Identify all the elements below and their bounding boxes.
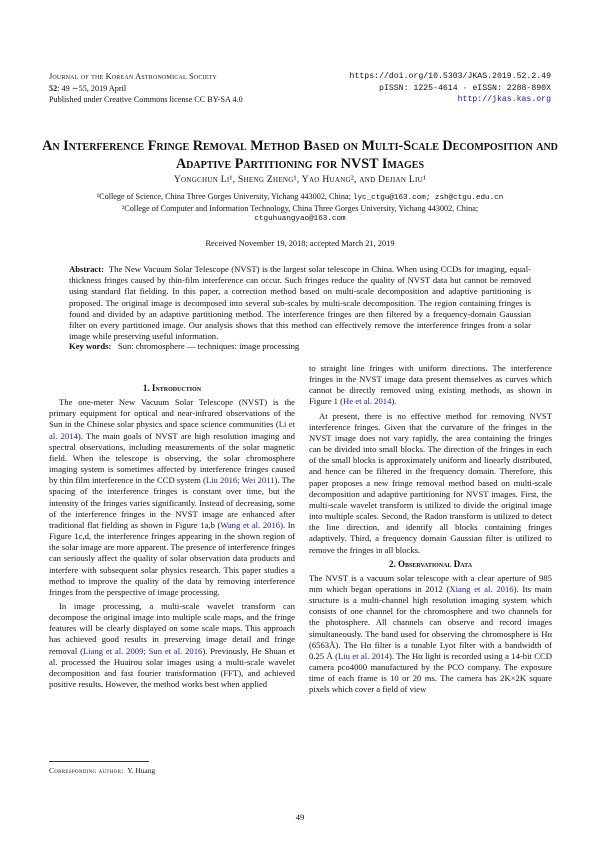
citation-link[interactable]: Liu 2016; Wei 2011 [205, 475, 275, 486]
intro-paragraph-2-continued: to straight line fringes with uniform directions. The interference fringes in the NVST image data present themselves as curves which cannot be directly removed using existing methods, as shown in Figure 1 (He et al. 2014). [309, 363, 552, 407]
abstract [69, 264, 531, 342]
section-heading-introduction: 1. Introduction [142, 383, 202, 393]
affiliation-1 [60, 192, 540, 204]
data-paragraph-1: The NVST is a vacuum solar telescope with a clear aperture of 985 mm which began operations in 2012 (Xiang et al. 2016). Its main structure is a multi-channel high resolution imaging system which consists of one channel for the chromosphere and two channels for the photosphere. All channels can observe and record images simultaneously. The band used for observing the chromosphere is Hα (6563Å). The Hα filter is a tunable Lyot filter with a bandwidth of 0.25 Å (Liu et al. 2014). The Hα light is recorded using a 14-bit CCD camera pco4000 manufactured by the PCO company. The exposure time of each frame is 10 or 20 ms. The camera has 2K×2K square pixels which cover a field of view [309, 572, 552, 695]
keywords [69, 341, 531, 351]
journal-name: Journal of the Korean Astronomical Society [49, 72, 218, 81]
keywords-text: Sun: chromosphere — techniques: image processing [117, 341, 300, 351]
affiliations [60, 192, 540, 225]
citation-link[interactable]: Xiang et al. 2016 [449, 583, 514, 594]
volume-number: 52 [49, 83, 58, 93]
page-number: 49 [295, 812, 305, 822]
citation-link[interactable]: Liang et al. 2009; Sun et al. 2016 [82, 645, 203, 656]
doi-text: https://doi.org/10.5303/JKAS.2019.52.2.49 [349, 72, 551, 81]
abstract-label: Abstract: [69, 264, 104, 274]
paper-title: An Interference Fringe Removal Method Based on Multi-Scale Decomposition and Adaptive Partitioning for NVST Images [42, 138, 558, 172]
author-list: Yongchun Li¹, Sheng Zheng¹, Yao Huang², and Dejian Liu¹ [173, 175, 427, 185]
footnote-name: Y. Huang [127, 766, 156, 775]
doi-header [350, 71, 551, 106]
affiliation-1-text: ¹College of Science, China Three Gorges University, Yichang 443002, China; [96, 192, 353, 201]
affiliation-2: ²College of Computer and Information Technology, China Three Gorges University, Yichang 443002, China; [121, 203, 479, 213]
license-line: Published under Creative Commons license CC BY-SA 4.0 [49, 95, 243, 104]
citation-link[interactable]: Liu et al. 2014 [337, 650, 389, 661]
journal-url-link[interactable]: http://jkas.kas.org [457, 95, 551, 104]
footnote-label: Corresponding author: [49, 766, 124, 775]
corresponding-author-footnote [49, 766, 155, 775]
journal-header [49, 71, 243, 106]
keywords-label: Key words: [69, 341, 112, 351]
abstract-text: The New Vacuum Solar Telescope (NVST) is the largest solar telescope in China. When using CCDs for imaging, equal-thickness fringes caused by thin-film interference can occur. Such fringes reduce the quality of NVST data but cannot be removed using standard flat fielding. In this paper, a correction method based on multi-scale decomposition and adaptive partitioning is proposed. The original image is decomposed into several sub-scales by multi-scale decomposition. The region containing fringes is found and divided by an adaptive partitioning method. The interference fringes are then filtered by a frequency-domain Gaussian filter on every partitioned image. Our analysis shows that this method can effectively remove the interference fringes from a solar image while preserving useful information. [69, 264, 531, 342]
affiliation-2-email: ctguhuangyao@163.com [254, 215, 346, 223]
intro-paragraph-3: At present, there is no effective method for removing NVST interference fringes. Given that the curvature of the fringes in the NVST image does not vary rapidly, the area containing the fringes can be divided into small blocks. The direction of the fringes in each of the small blocks is approximately uniform and linearly distributed, and hence can be filtered in the frequency domain. Therefore, this paper proposes a new fringe removal method based on multi-scale decomposition and adaptive partitioning for NVST images. First, the multi-scale wavelet transform is utilized to divide the original image into multiple scales. Second, the Radon transform is utilized to detect the line direction, and identify all blocks containing fringes adaptively. Third, a frequency domain Gaussian filter is utilized to remove the fringes in all blocks. [309, 410, 552, 555]
right-column [309, 363, 552, 699]
section-heading-observational-data: 2. Observational Data [388, 558, 473, 569]
footnote-rule [49, 761, 149, 762]
citation-link[interactable]: Li et al. 2014 [49, 419, 295, 441]
citation-link[interactable]: Wang et al. 2016 [220, 519, 281, 530]
left-column [49, 380, 295, 693]
issn-text: pISSN: 1225-4614 · eISSN: 2288-890X [379, 83, 551, 93]
citation-link[interactable]: He et al. 2014 [343, 396, 392, 407]
received-dates: Received November 19, 2018; accepted March 21, 2019 [205, 239, 395, 248]
intro-paragraph-1: The one-meter New Vacuum Solar Telescope (NVST) is the primary equipment for optical and near-infrared observations of the Sun in the Chinese solar physics and space science communities (Li et al. 2014). The main goals of NVST are high resolution imaging and spectral observations, including measurements of the solar magnetic field. When the telescope is observing, the solar chromosphere imaging system is sometimes affected by interference fringes caused by thin film interference in the CCD system (Liu 2016; Wei 2011). The spacing of the interference fringes is constant over time, but the intensity of the fringes varies significantly. Instead of decreasing, some of the interference fringes in the NVST image are enhanced after traditional flat fielding as shown in Figure 1a,b (Wang et al. 2016). In Figure 1c,d, the interference fringes appearing in the shown region of the solar image are more apparent. The presence of interference fringes can seriously affect the quality of solar observation data products and interfere with subsequent solar physics research. This paper studies a method to improve the quality of the data by removing interference fringes from the perspective of image processing. [49, 397, 295, 597]
intro-paragraph-2: In image processing, a multi-scale wavelet transform can decompose the original image into multiple scale maps, and the fringe features will be clearly displayed on some scale maps. This approach has achieved good results in preserving image detail and fringe removal (Liang et al. 2009; Sun et al. 2016). Previously, He Shuan et al. processed the Huairou solar images using a multi-scale wavelet decomposition and fast fourier transformation (FFT), and achieved positive results. However, the method works best when applied [49, 600, 295, 690]
volume-pages: : 49 ∼55, 2019 April [57, 83, 127, 93]
volume-info [49, 83, 243, 95]
affiliation-1-email: lyc_ctgu@163.com; zsh@ctgu.edu.cn [352, 194, 504, 202]
